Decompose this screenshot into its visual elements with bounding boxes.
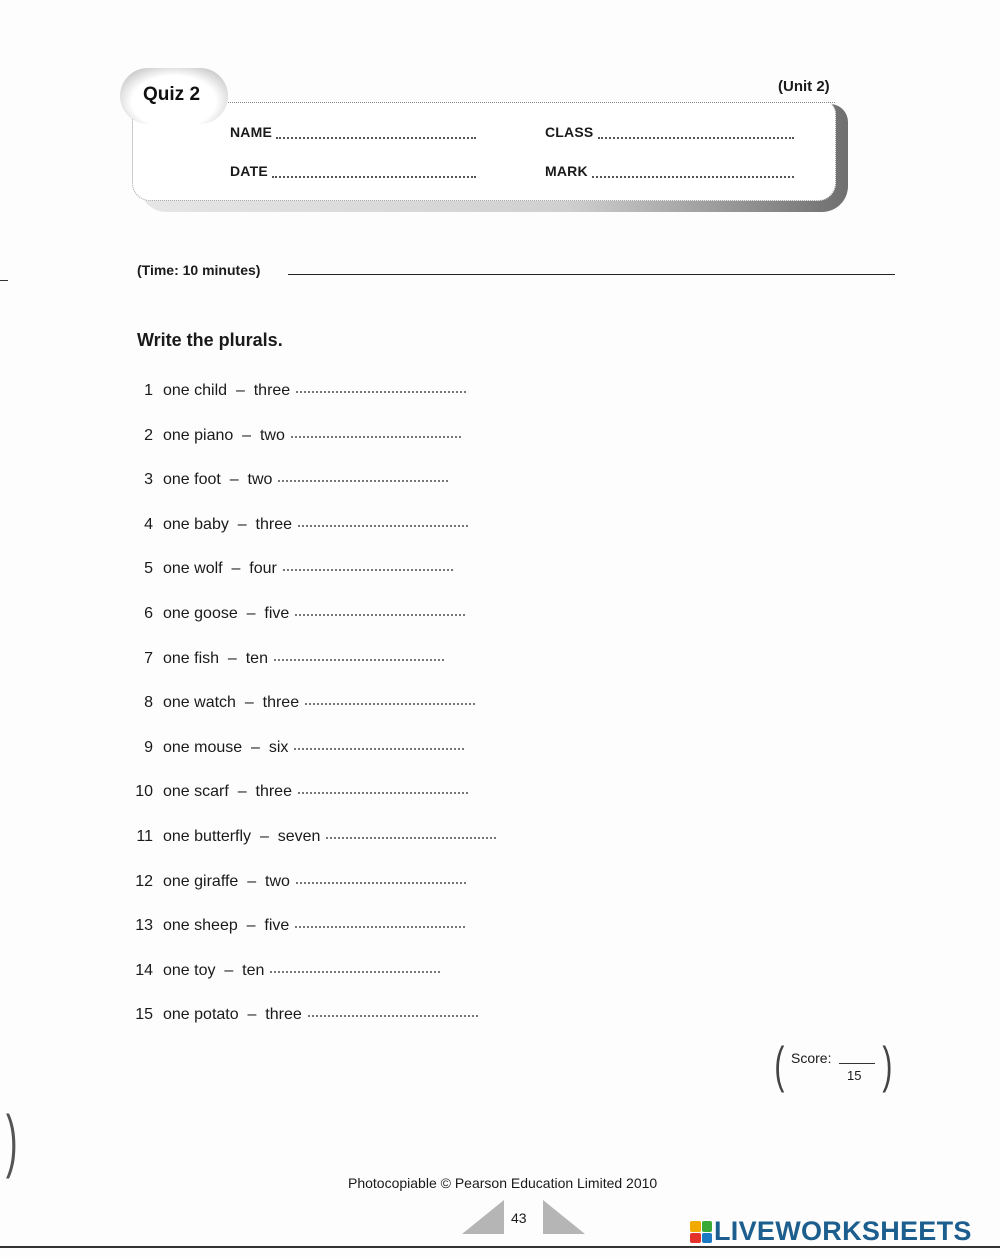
margin-bracket: )	[5, 1101, 18, 1179]
answer-blank[interactable]	[296, 391, 466, 393]
item-prompt: one fish – ten	[163, 649, 268, 667]
item-number: 9	[144, 738, 153, 756]
logo-square-1	[690, 1221, 701, 1232]
item-prompt: one baby – three	[163, 515, 292, 533]
exercise-item	[132, 1006, 478, 1024]
answer-blank[interactable]	[298, 792, 468, 794]
item-prompt: one sheep – five	[163, 917, 290, 935]
exercise-item	[132, 471, 448, 489]
score-left-paren: (	[774, 1037, 785, 1093]
exercise-item	[132, 828, 496, 846]
date-field[interactable]	[272, 176, 476, 178]
score-right-paren: )	[882, 1037, 893, 1093]
mark-field[interactable]	[592, 176, 794, 178]
header-card-top-border	[225, 102, 835, 103]
answer-blank[interactable]	[270, 971, 440, 973]
item-prompt: one giraffe – two	[163, 872, 290, 890]
exercise-item	[132, 516, 468, 534]
item-prompt: one piano – two	[163, 426, 285, 444]
time-rule	[288, 274, 895, 275]
score-blank[interactable]	[839, 1063, 875, 1064]
item-number: 6	[144, 605, 153, 622]
copyright-footer: Photocopiable © Pearson Education Limited 2010	[348, 1175, 658, 1191]
margin-mark	[0, 280, 8, 281]
item-prompt: one goose – five	[163, 605, 290, 622]
exercise-item	[132, 605, 465, 623]
class-field[interactable]	[598, 137, 794, 139]
page-tab-left	[462, 1200, 504, 1234]
answer-blank[interactable]	[298, 525, 468, 527]
quiz-title: Quiz 2	[143, 84, 201, 105]
item-prompt: one foot – two	[163, 471, 273, 489]
exercise-item	[132, 694, 475, 712]
score-box	[774, 1037, 893, 1096]
exercise-item	[132, 560, 453, 578]
item-number: 1	[144, 382, 153, 399]
item-prompt: one potato – three	[163, 1006, 302, 1024]
exercise-item	[132, 650, 444, 668]
exercise-item	[132, 917, 465, 935]
header-card	[132, 100, 836, 201]
exercise-item	[132, 962, 440, 980]
item-number: 3	[144, 471, 153, 489]
item-number: 2	[144, 426, 153, 444]
item-number: 13	[135, 917, 153, 935]
item-number: 4	[144, 515, 153, 533]
answer-blank[interactable]	[294, 748, 464, 750]
answer-blank[interactable]	[308, 1015, 478, 1017]
page-tab-right	[543, 1200, 585, 1234]
answer-blank[interactable]	[296, 882, 466, 884]
answer-blank[interactable]	[295, 614, 465, 616]
item-number: 7	[144, 649, 153, 667]
answer-blank[interactable]	[278, 480, 448, 482]
name-field[interactable]	[276, 137, 476, 139]
liveworksheets-logo-icon	[690, 1221, 712, 1243]
answer-blank[interactable]	[326, 837, 496, 839]
logo-square-2	[702, 1221, 713, 1232]
time-limit: (Time: 10 minutes)	[137, 262, 261, 278]
logo-square-3	[690, 1233, 701, 1244]
item-number: 5	[144, 560, 153, 578]
item-prompt: one butterfly – seven	[163, 828, 321, 845]
item-number: 15	[135, 1006, 153, 1024]
item-number: 12	[135, 872, 153, 890]
page-number: 43	[511, 1210, 527, 1226]
item-prompt: one child – three	[163, 382, 291, 399]
answer-blank[interactable]	[305, 703, 475, 705]
class-label: CLASS	[545, 124, 594, 140]
item-prompt: one scarf – three	[163, 783, 292, 801]
item-prompt: one mouse – six	[163, 738, 289, 756]
exercise-item	[132, 873, 466, 891]
item-prompt: one watch – three	[163, 694, 300, 712]
exercise-item	[132, 783, 468, 801]
exercise-item	[132, 427, 461, 445]
answer-blank[interactable]	[283, 569, 453, 571]
exercise-item	[132, 382, 466, 400]
brand-wordmark: LIVEWORKSHEETS	[714, 1216, 972, 1246]
answer-blank[interactable]	[295, 926, 465, 928]
item-prompt: one wolf – four	[163, 560, 277, 578]
mark-label: MARK	[545, 163, 588, 179]
bottom-rule	[0, 1246, 1000, 1248]
score-label: Score:	[791, 1050, 832, 1066]
exercise-item	[132, 739, 464, 757]
score-denominator: 15	[847, 1068, 862, 1083]
answer-blank[interactable]	[291, 436, 461, 438]
item-number: 11	[136, 828, 153, 845]
date-label: DATE	[230, 163, 268, 179]
item-number: 10	[135, 783, 153, 801]
item-number: 14	[135, 961, 153, 979]
item-number: 8	[144, 694, 153, 712]
instruction-heading: Write the plurals.	[137, 330, 283, 350]
logo-square-4	[702, 1233, 713, 1244]
item-prompt: one toy – ten	[163, 961, 265, 979]
answer-blank[interactable]	[274, 659, 444, 661]
unit-label: (Unit 2)	[778, 78, 830, 95]
name-label: NAME	[230, 124, 273, 140]
